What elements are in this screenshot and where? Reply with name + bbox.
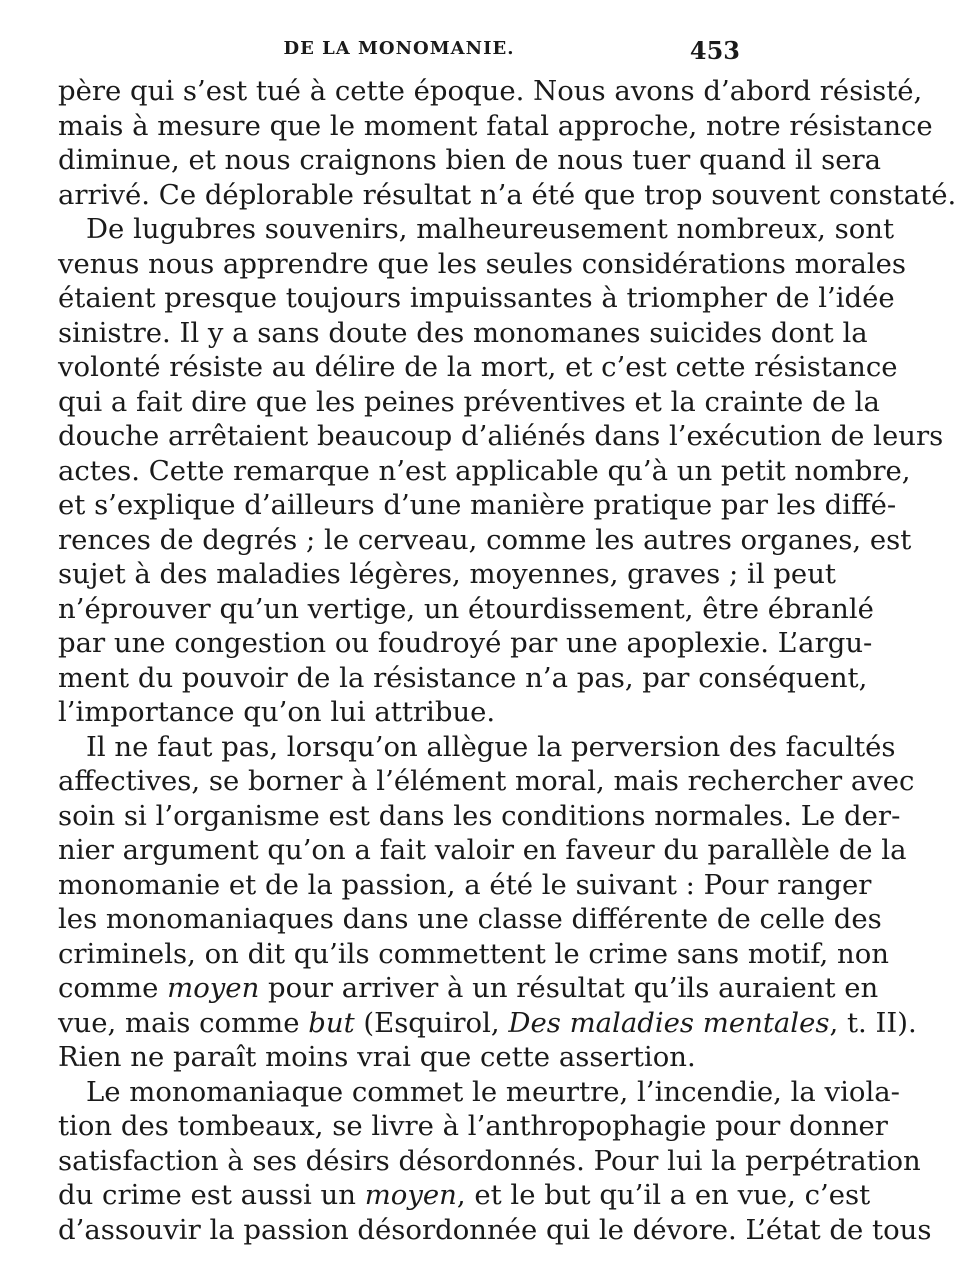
- text-line: n’éprouver qu’un vertige, un étourdissement, être ébranlé: [58, 592, 874, 625]
- text-line: monomanie et de la passion, a été le suivant : Pour ranger: [58, 868, 872, 901]
- text-line: sujet à des maladies légères, moyennes, graves ; il peut: [58, 558, 836, 590]
- text-line: De lugubres souvenirs, malheureusement nombreux, sont: [86, 213, 895, 245]
- text-line: arrivé. Ce déplorable résultat n’a été que trop souvent constaté.: [58, 178, 956, 211]
- text-line: sinistre. Il y a sans doute des monomanes suicides dont la: [58, 316, 868, 349]
- text-segment: comme: [58, 972, 159, 1004]
- text-line: Rien ne paraît moins vrai que cette assertion.: [58, 1041, 696, 1073]
- text-segment: , et le but qu’il a en vue, c’est: [456, 1179, 871, 1211]
- text-line: rences de degrés ; le cerveau, comme les autres organes, est: [58, 523, 912, 556]
- text-line: venus nous apprendre que les seules considérations morales: [58, 247, 907, 280]
- italic-term: moyen: [167, 972, 260, 1004]
- text-line: criminels, on dit qu’ils commettent le crime sans motif, non: [58, 937, 890, 970]
- page-number: 453: [689, 36, 740, 65]
- text-line: l’importance qu’on lui attribue.: [58, 696, 496, 728]
- text-line: les monomaniaques dans une classe différente de celle des: [58, 903, 882, 935]
- text-line: volonté résiste au délire de la mort, et c’est cette résistance: [58, 351, 898, 383]
- text-segment: du crime est aussi un: [58, 1179, 356, 1211]
- text-line: affectives, se borner à l’élément moral, mais rechercher avec: [58, 765, 915, 797]
- text-segment: pour arriver à un résultat qu’ils auraient en: [268, 972, 879, 1004]
- running-title: DE LA MONOMANIE.: [283, 38, 515, 59]
- text-line: par une congestion ou foudroyé par une apoplexie. L’argu-: [58, 627, 873, 659]
- text-line: tion des tombeaux, se livre à l’anthropophagie pour donner: [58, 1110, 888, 1142]
- text-segment: (Esquirol,: [363, 1006, 500, 1039]
- text-line: soin si l’organisme est dans les conditions normales. Le der-: [58, 799, 901, 832]
- text-line: Le monomaniaque commet le meurtre, l’incendie, la viola-: [86, 1075, 900, 1108]
- text-segment: vue, mais comme: [58, 1006, 300, 1039]
- italic-term: but: [308, 1006, 355, 1039]
- text-line: satisfaction à ses désirs désordonnés. Pour lui la perpétration: [58, 1144, 921, 1177]
- text-line: diminue, et nous craignons bien de nous tuer quand il sera: [58, 144, 882, 176]
- text-line: qui a fait dire que les peines préventives et la crainte de la: [58, 385, 880, 418]
- text-line: nier argument qu’on a fait valoir en faveur du parallèle de la: [58, 834, 907, 866]
- text-line: [58, 971, 879, 1006]
- text-line: Il ne faut pas, lorsqu’on allègue la perversion des facultés: [86, 730, 896, 763]
- text-line: ment du pouvoir de la résistance n’a pas, par conséquent,: [58, 661, 868, 694]
- text-line: actes. Cette remarque n’est applicable qu’à un petit nombre,: [58, 454, 911, 487]
- text-line: étaient presque toujours impuissantes à triompher de l’idée: [58, 282, 895, 314]
- text-line: mais à mesure que le moment fatal approche, notre résistance: [58, 109, 933, 142]
- italic-book-title: Des maladies mentales: [508, 1006, 830, 1039]
- text-line: père qui s’est tué à cette époque. Nous avons d’abord résisté,: [58, 75, 923, 107]
- text-segment: , t. II).: [829, 1006, 917, 1039]
- body-text: [58, 74, 956, 1247]
- text-line: [58, 1006, 917, 1041]
- text-line: [58, 1178, 871, 1213]
- text-line: douche arrêtaient beaucoup d’aliénés dans l’exécution de leurs: [58, 420, 944, 452]
- running-header: [58, 38, 740, 66]
- text-line: et s’explique d’ailleurs d’une manière pratique par les diffé-: [58, 489, 897, 521]
- italic-term: moyen: [364, 1179, 457, 1211]
- text-line: d’assouvir la passion désordonnée qui le dévore. L’état de tous: [58, 1213, 932, 1246]
